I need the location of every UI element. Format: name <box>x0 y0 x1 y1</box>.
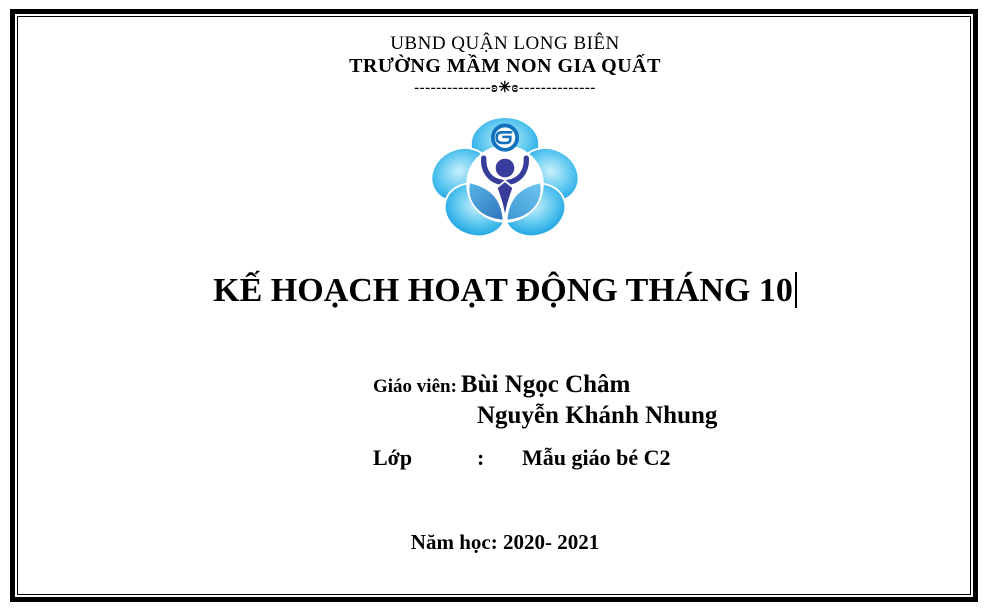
header-ornament-divider: --------------ʚ✳ɞ-------------- <box>414 80 596 96</box>
kindergarten-flower-logo-icon <box>429 114 581 238</box>
school-year-line[interactable] <box>11 530 988 555</box>
teacher-line-1[interactable] <box>373 371 630 399</box>
document-title-line[interactable] <box>11 272 988 310</box>
header-school-name: TRƯỜNG MẦM NON GIA QUẤT <box>349 55 661 77</box>
teacher-name-2: Nguyễn Khánh Nhung <box>477 402 718 429</box>
class-value: Mẫu giáo bé C2 <box>522 445 671 470</box>
teacher-name-1: Bùi Ngọc Châm <box>460 371 631 398</box>
class-label: Lớp <box>373 445 413 470</box>
text-cursor <box>795 272 797 308</box>
teacher-line-2[interactable] <box>477 402 717 430</box>
teacher-label: Giáo viên: <box>373 376 457 397</box>
school-logo-container <box>11 114 988 238</box>
school-year: Năm học: 2020- 2021 <box>410 530 600 554</box>
class-separator: : <box>477 445 485 470</box>
document-title: KẾ HOẠCH HOẠT ĐỘNG THÁNG 10 <box>213 272 793 309</box>
header-organization: UBND QUẬN LONG BIÊN <box>390 33 620 54</box>
class-line[interactable] <box>373 445 671 471</box>
